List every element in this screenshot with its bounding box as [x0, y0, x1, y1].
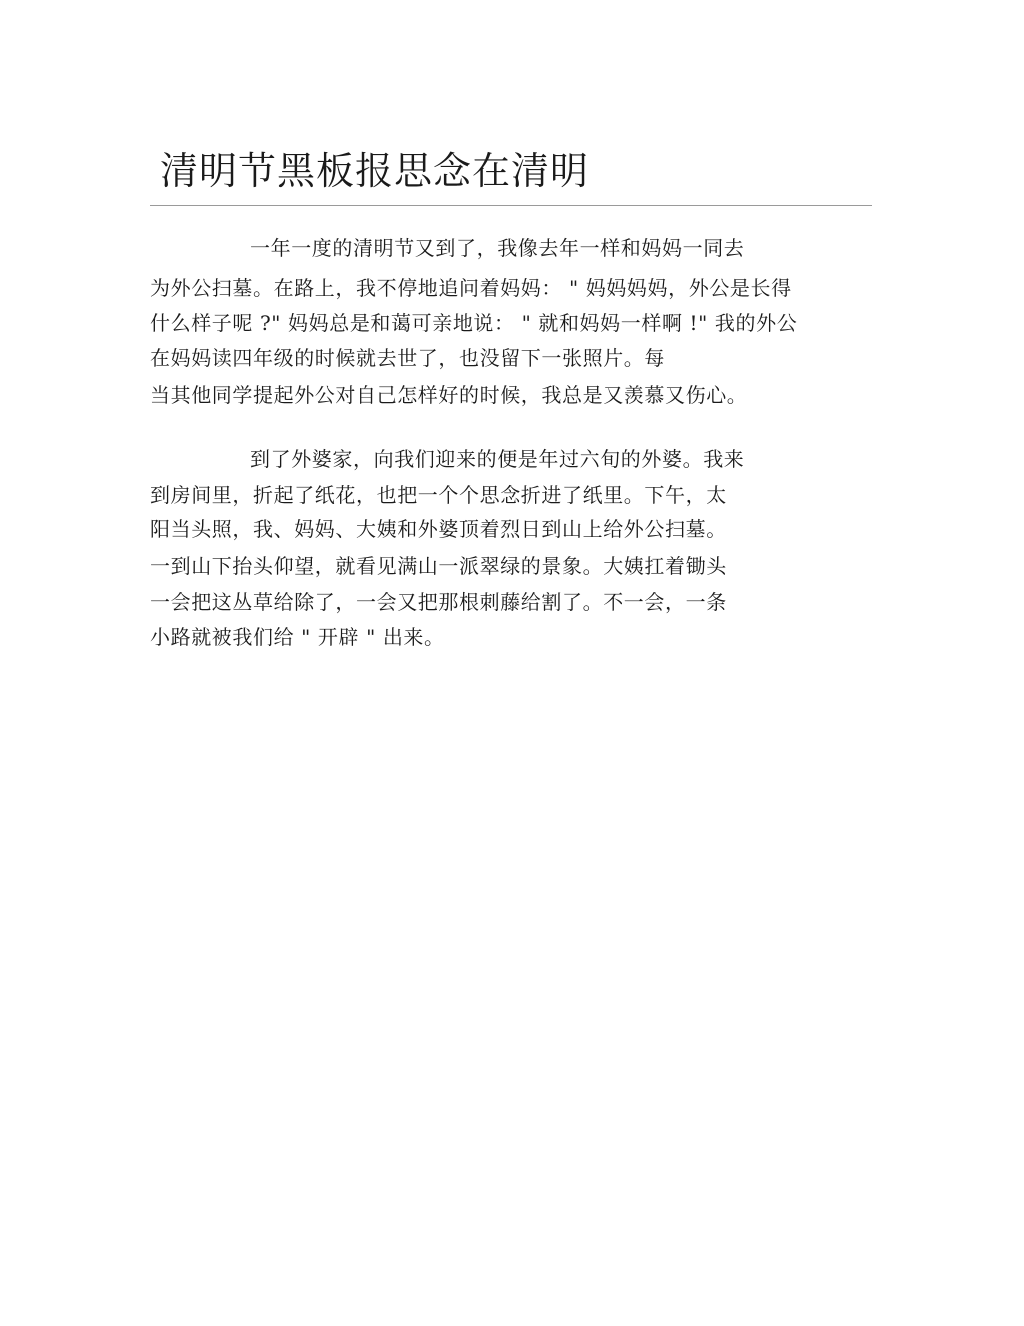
paragraph-1-line-1: 一年一度的清明节又到了，我像去年一样和妈妈一同去 [250, 236, 745, 260]
paragraph-2-line-5: 一会把这丛草给除了，一会又把那根刺藤给割了。不一会，一条 [150, 590, 727, 614]
paragraph-2-line-1: 到了外婆家，向我们迎来的便是年过六旬的外婆。我来 [250, 447, 745, 471]
paragraph-2-line-2: 到房间里，折起了纸花，也把一个个思念折进了纸里。下午，太 [150, 483, 727, 507]
paragraph-1-line-4: 在妈妈读四年级的时候就去世了，也没留下一张照片。每 [150, 346, 665, 370]
paragraph-1-line-2: 为外公扫墓。在路上，我不停地追问着妈妈： " 妈妈妈妈，外公是长得 [150, 276, 792, 300]
title-divider [150, 205, 872, 206]
paragraph-2-line-4: 一到山下抬头仰望，就看见满山一派翠绿的景象。大姨扛着锄头 [150, 554, 727, 578]
paragraph-2-line-3: 阳当头照，我、妈妈、大姨和外婆顶着烈日到山上给外公扫墓。 [150, 517, 727, 541]
paragraph-1-line-5: 当其他同学提起外公对自己怎样好的时候，我总是又羡慕又伤心。 [150, 383, 748, 407]
document-title: 清明节黑板报思念在清明 [160, 149, 590, 193]
paragraph-1-line-3: 什么样子呢 ?" 妈妈总是和蔼可亲地说： " 就和妈妈一样啊 !" 我的外公 [150, 311, 798, 335]
paragraph-2-line-6: 小路就被我们给 " 开辟 " 出来。 [150, 625, 445, 649]
